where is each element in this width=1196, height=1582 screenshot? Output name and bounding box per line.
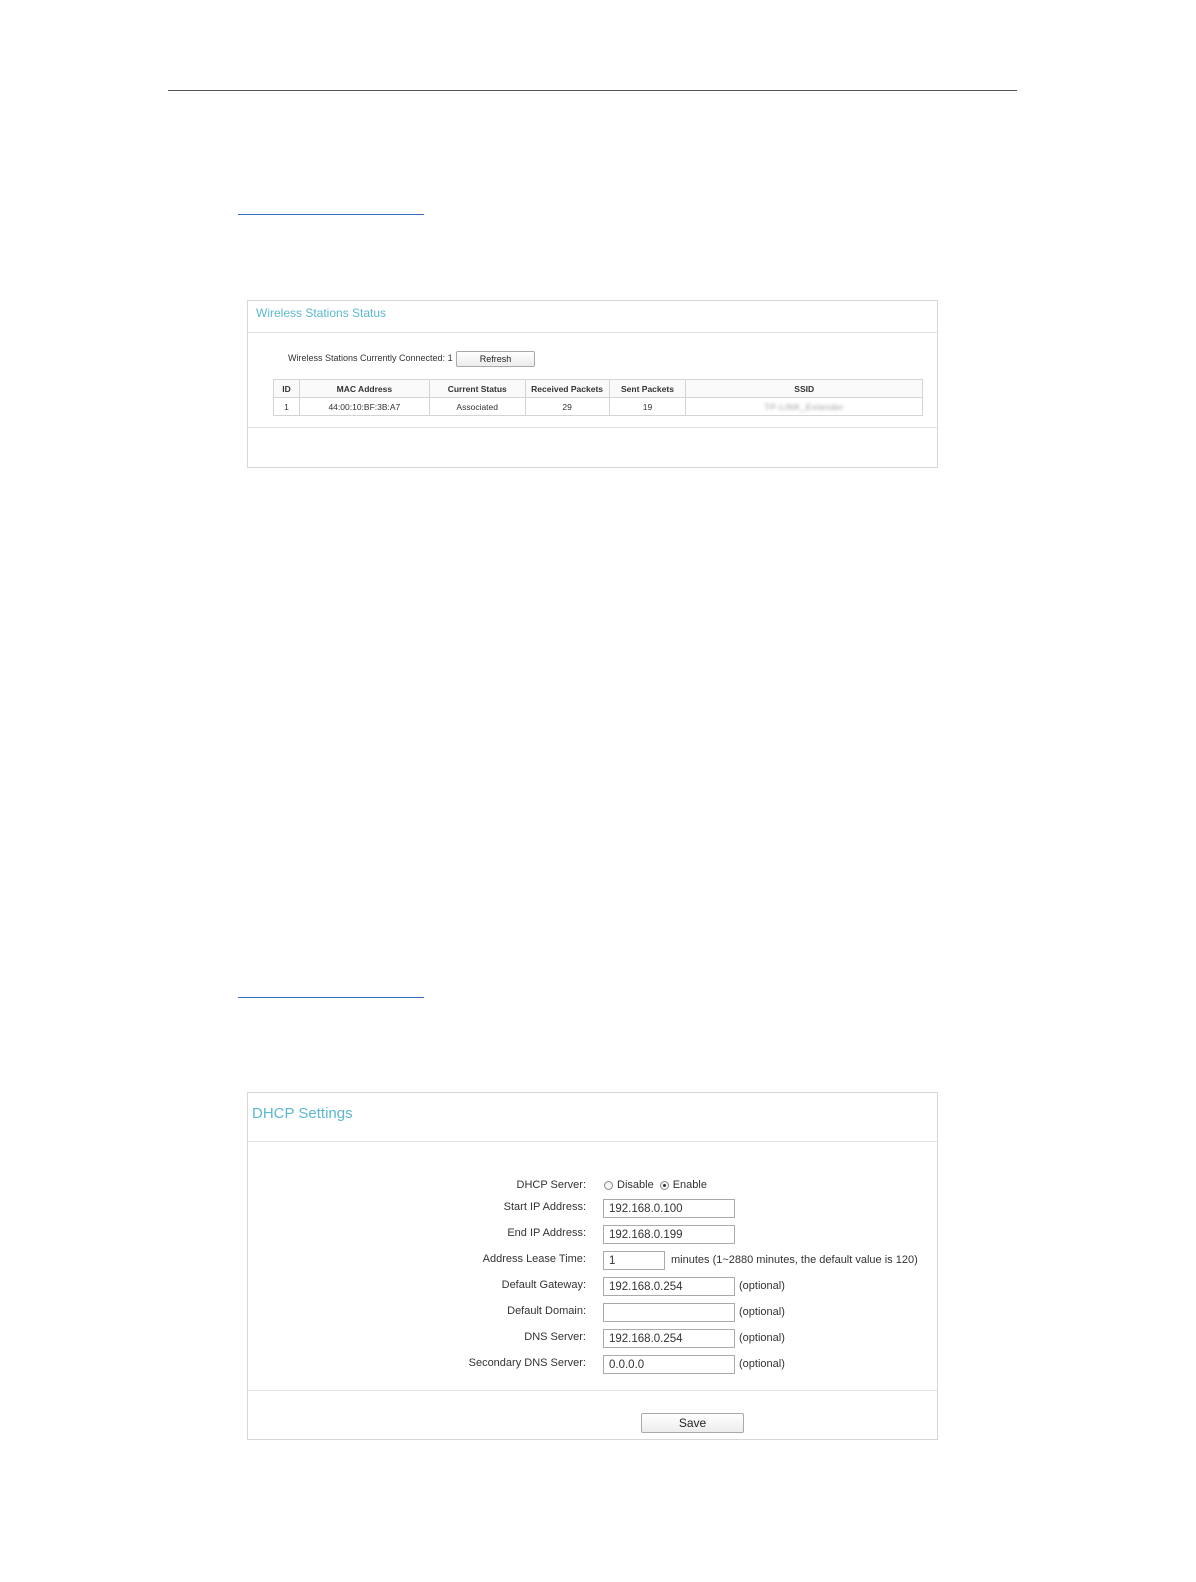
station-sent: 19	[609, 398, 686, 416]
panel-title: DHCP Settings	[252, 1105, 353, 1122]
station-ssid	[686, 398, 923, 416]
gateway-label: Default Gateway:	[501, 1279, 586, 1291]
connected-label: Wireless Stations Currently Connected:	[288, 353, 446, 363]
lease-time-hint: minutes (1~2880 minutes, the default value is 120)	[671, 1254, 918, 1266]
secondary-dns-input[interactable]	[603, 1355, 735, 1374]
lease-time-label: Address Lease Time:	[482, 1253, 586, 1265]
enable-radio[interactable]	[660, 1181, 669, 1190]
dhcp-server-label: DHCP Server:	[516, 1179, 586, 1191]
table-header-row	[274, 380, 923, 398]
dhcp-server-options	[604, 1179, 713, 1191]
gateway-row	[248, 1277, 937, 1297]
station-received: 29	[525, 398, 609, 416]
column-header: Received Packets	[525, 380, 609, 398]
column-header: ID	[274, 380, 300, 398]
refresh-button[interactable]: Refresh	[456, 351, 535, 367]
secondary-dns-label: Secondary DNS Server:	[468, 1357, 586, 1369]
station-id: 1	[274, 398, 300, 416]
domain-input[interactable]	[603, 1303, 735, 1322]
connected-count-text	[288, 353, 453, 363]
dns-row	[248, 1329, 937, 1349]
divider	[248, 1390, 937, 1391]
dhcp-settings-panel	[247, 1092, 938, 1440]
dhcp-server-row	[248, 1177, 937, 1197]
column-header: Sent Packets	[609, 380, 686, 398]
divider	[248, 332, 937, 333]
divider	[248, 427, 937, 428]
optional-note: (optional)	[739, 1280, 785, 1292]
end-ip-input[interactable]	[603, 1225, 735, 1244]
save-button[interactable]: Save	[641, 1413, 744, 1433]
gateway-input[interactable]	[603, 1277, 735, 1296]
lease-time-row	[248, 1251, 937, 1271]
dns-input[interactable]	[603, 1329, 735, 1348]
stations-table	[273, 379, 923, 416]
column-header: MAC Address	[299, 380, 429, 398]
lease-time-input[interactable]	[603, 1251, 665, 1270]
domain-row	[248, 1303, 937, 1323]
domain-label: Default Domain:	[507, 1305, 586, 1317]
start-ip-label: Start IP Address:	[503, 1201, 586, 1213]
link-underline	[238, 997, 424, 998]
column-header: SSID	[686, 380, 923, 398]
start-ip-input[interactable]	[603, 1199, 735, 1218]
wireless-stations-panel	[247, 300, 938, 468]
dns-label: DNS Server:	[524, 1331, 586, 1343]
enable-label[interactable]: Enable	[672, 1179, 707, 1191]
station-mac: 44:00:10:BF:3B:A7	[299, 398, 429, 416]
disable-label[interactable]: Disable	[617, 1179, 654, 1191]
table-row	[274, 398, 923, 416]
connected-count: 1	[447, 353, 453, 363]
secondary-dns-row	[248, 1355, 937, 1375]
end-ip-row	[248, 1225, 937, 1245]
panel-title: Wireless Stations Status	[256, 306, 387, 320]
optional-note: (optional)	[739, 1306, 785, 1318]
end-ip-label: End IP Address:	[507, 1227, 586, 1239]
disable-radio[interactable]	[604, 1181, 613, 1190]
ssid-blurred: TP-LINK_Extender	[764, 401, 844, 412]
divider	[248, 1141, 937, 1142]
optional-note: (optional)	[739, 1358, 785, 1370]
station-status: Associated	[429, 398, 525, 416]
optional-note: (optional)	[739, 1332, 785, 1344]
link-underline	[238, 214, 424, 215]
header-rule	[168, 90, 1017, 91]
column-header: Current Status	[429, 380, 525, 398]
start-ip-row	[248, 1199, 937, 1219]
